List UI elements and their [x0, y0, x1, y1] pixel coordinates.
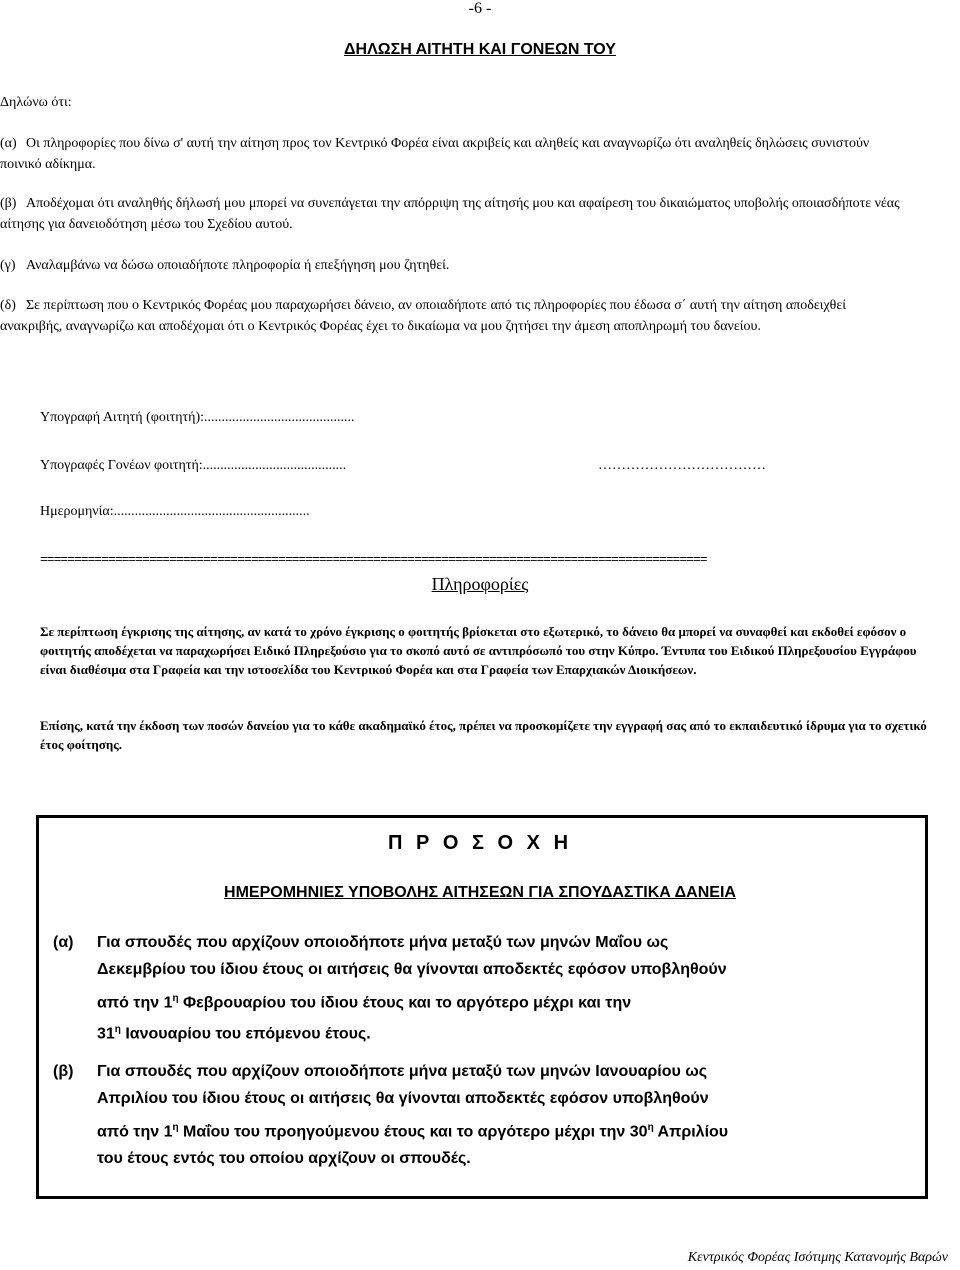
notice-line: Για σπουδές που αρχίζουν οποιοδήποτε μήνα μεταξύ των μηνών Ιανουαρίου ως	[97, 1063, 708, 1080]
info-paragraph-2: Επίσης, κατά την έκδοση των ποσών δανείου για το κάθε ακαδημαϊκό έτος, πρέπει να προσκομίζετε την εγγραφή σας από το εκπαιδευτικό ίδρυμα για το σχετικό έτος φοίτησης.	[40, 718, 927, 752]
declaration-text: Οι πληροφορίες που δίνω σ' αυτή την αίτηση προς τον Κεντρικό Φορέα είναι ακριβείς και αληθείς και αναγνωρίζω ότι αναληθείς δηλώσεις συνιστούν ποινικό αδίκημα.	[0, 136, 870, 172]
info-title: Πληροφορίες	[431, 574, 529, 594]
declaration-marker: (β)	[0, 196, 17, 211]
info-paragraph-1: Σε περίπτωση έγκρισης της αίτησης, αν κατά το χρόνο έγκρισης ο φοιτητής βρίσκεται στο εξωτερικό, το δάνειο θα μπορεί να συναφθεί και εκδοθεί εφόσον ο φοιτητής αποδέχεται να παραχωρήσει Ειδικό Πληρεξούσιο για το σκοπό αυτό σε αντιπρόσωπό του στην Κύπρο. Έντυπα του Ειδικού Πληρεξουσίου Εγγράφου είναι διαθέσιμα στα Γραφεία και την ιστοσελίδα του Κεντρικού Φορέα και στα Γραφεία των Επαρχιακών Διοικήσεων.	[40, 624, 917, 677]
footer-text: Κεντρικός Φορέας Ισότιμης Κατανομής Βαρών	[687, 1250, 948, 1265]
declaration-marker: (α)	[0, 136, 17, 151]
notice-item-marker: (β)	[53, 1063, 74, 1080]
declaration-marker: (γ)	[0, 258, 16, 273]
declaration-b	[0, 193, 900, 235]
notice-line: Για σπουδές που αρχίζουν οποιοδήποτε μήνα μεταξύ των μηνών Μαΐου ως	[97, 934, 669, 951]
notice-line: Απριλίου του ίδιου έτους οι αιτήσεις θα γίνονται αποδεκτές εφόσον υποβληθούν	[97, 1090, 709, 1107]
declaration-text: Αναλαμβάνω να δώσω οποιαδήποτε πληροφορία ή επεξήγηση μου ζητηθεί.	[26, 258, 450, 273]
notice-heading: Π Ρ Ο Σ Ο Χ Η	[387, 832, 573, 854]
notice-item-b	[0, 1058, 960, 1168]
page-number: -6 -	[468, 0, 492, 17]
notice-item-a	[0, 929, 960, 1043]
notice-item-text	[97, 1058, 917, 1172]
notice-item-marker: (α)	[53, 934, 74, 951]
notice-subheading: ΗΜΕΡΟΜΗΝΙΕΣ ΥΠΟΒΟΛΗΣ ΑΙΤΗΣΕΩΝ ΓΙΑ ΣΠΟΥΔΑΣΤΙΚΑ ΔΑΝΕΙΑ	[224, 884, 736, 901]
page-title: ΔΗΛΩΣΗ ΑΙΤΗΤΗ ΚΑΙ ΓΟΝΕΩΝ ΤΟΥ	[344, 41, 616, 58]
date-line: Ημερομηνία:........................................................	[40, 504, 310, 519]
notice-item-text	[97, 929, 917, 1048]
intro-text: Δηλώνω ότι:	[0, 95, 72, 110]
declaration-a	[0, 133, 900, 175]
separator-line: ==================================================================================================	[40, 553, 707, 567]
declaration-d	[0, 295, 900, 337]
notice-line: Δεκεμβρίου του ίδιου έτους οι αιτήσεις θα γίνονται αποδεκτές εφόσον υποβληθούν	[97, 961, 727, 978]
declaration-marker: (δ)	[0, 298, 16, 313]
notice-line: από την $1^\eta$ Φεβρουαρίου του ίδιου έτους και το αργότερο μέχρι και την	[97, 993, 632, 1012]
parents-signature-line: Υπογραφές Γονέων φοιτητή:.........................................	[40, 458, 347, 473]
notice-line: από την $1^\eta$ Μαΐου του προηγούμενου έτους και το αργότερο μέχρι την $30^\eta$ Απριλίου	[97, 1122, 729, 1141]
declaration-text: Σε περίπτωση που ο Κεντρικός Φορέας μου παραχωρήσει δάνειο, αν οποιαδήποτε από τις πληροφορίες που έδωσα σ΄ αυτή την αίτηση αποδειχθεί ανακριβής, αναγνωρίζω και αποδέχομαι ότι ο Κεντρικός Φορέας έχει το δικαίωμα να μου ζητήσει την άμεση αποπληρωμή του δανείου.	[0, 298, 847, 334]
declaration-text: Αποδέχομαι ότι αναληθής δήλωσή μου μπορεί να συνεπάγεται την απόρριψη της αίτησής μου και αφαίρεση του δικαιώματος υποβολής οποιασδήποτε νέας αίτησης για δανειοδότηση μέσω του Σχεδίου αυτού.	[0, 196, 900, 232]
notice-line: του έτους εντός του οποίου αρχίζουν οι σπουδές.	[97, 1150, 471, 1168]
notice-line: $31^\eta$ Ιανουαρίου του επόμενου έτους.	[97, 1024, 371, 1043]
declaration-c	[0, 255, 900, 276]
applicant-signature-line: Υπογραφή Αιτητή (φοιτητή):...........................................	[40, 410, 355, 425]
parents-second-signature-line: ………………………………	[598, 458, 766, 473]
